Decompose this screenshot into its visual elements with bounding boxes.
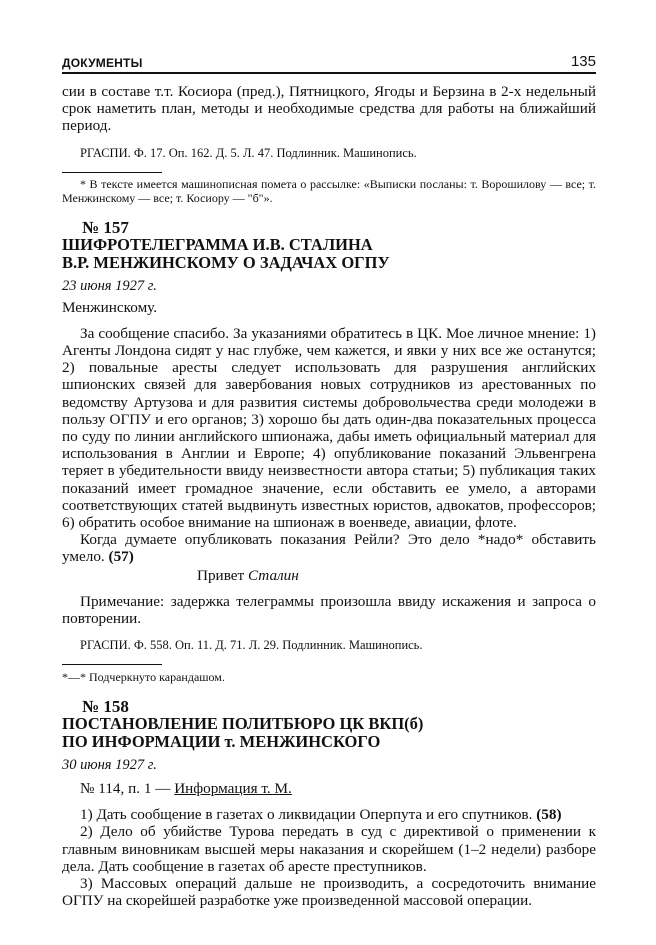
archive-source: РГАСПИ. Ф. 558. Оп. 11. Д. 71. Л. 29. Подлинник. Машинопись. (80, 638, 423, 653)
document-title-line-1: ПОСТАНОВЛЕНИЕ ПОЛИТБЮРО ЦК ВКП(б) (62, 714, 424, 734)
document-title-line-1: ШИФРОТЕЛЕГРАММА И.В. СТАЛИНА (62, 234, 373, 254)
resolution-item-1 (62, 806, 596, 823)
protocol-number: № 114, п. 1 — (80, 780, 175, 798)
document-date: 23 июня 1927 г. (62, 277, 157, 294)
signatory: Сталин (247, 566, 299, 584)
continuation-text: сии в составе т.т. Косиора (пред.), Пятницкого, Ягоды и Берзина в 2-х недельный срок наметить план, методы и необходимые средства для работы на ближайший период. (62, 83, 596, 135)
footnote-divider (62, 172, 162, 173)
resolution-item-3: 3) Массовых операций дальше не производить, а сосредоточить внимание ОГПУ на скорейшей разработке уже произведенной массовой операции. (62, 875, 596, 910)
paragraph-text: Когда думаете опубликовать показания Рейли? Это дело *надо* обставить умело. (62, 531, 596, 566)
signature (62, 567, 596, 584)
book-page (62, 50, 596, 909)
running-head (62, 50, 596, 74)
archive-source: РГАСПИ. Ф. 17. Оп. 162. Д. 5. Л. 47. Подлинник. Машинопись. (80, 145, 417, 160)
note-reference: (57) (108, 548, 134, 566)
document-number: № 158 (82, 697, 129, 717)
document-157 (62, 219, 596, 684)
footnote: * В тексте имеется машинописная помета о рассылке: «Выписки посланы: т. Ворошилову — все; т. Менжинскому — все; т. Косиору — "б"». (62, 176, 596, 205)
addressee: Менжинскому. (62, 298, 158, 316)
document-number: № 157 (82, 217, 129, 237)
footnote-divider (62, 664, 162, 665)
footnote: *—* Подчеркнуто карандашом. (62, 670, 225, 685)
document-title-line-2: В.Р. МЕНЖИНСКОМУ О ЗАДАЧАХ ОГПУ (62, 252, 390, 272)
greeting: Привет (197, 566, 245, 584)
note-reference: (58) (536, 806, 562, 824)
note: Примечание: задержка телеграммы произошла ввиду искажения и запроса о повторении. (62, 592, 596, 627)
item-text: 1) Дать сообщение в газетах о ликвидации Оперпута и его спутников. (80, 806, 533, 824)
paragraph (62, 531, 596, 565)
protocol-subject: Информация т. М. (174, 780, 292, 798)
document-158 (62, 698, 596, 909)
section-title: ДОКУМЕНТЫ (62, 56, 143, 70)
paragraph: За сообщение спасибо. За указаниями обратитесь в ЦК. Мое личное мнение: 1) Агенты Лондона сидят у нас глубже, чем кажется, и явки у них все же останутся; 2) повальные аресты следует использовать для разрушения английских шпионских связей для завербования новых сотрудников из арестованных по ведомству Артузова и для развития системы добровольчества среди молодежи в пользу ОГПУ и его органов; 3) хорошо бы дать один-два показательных процесса по суду по линии английского шпионажа, дабы иметь официальный материал для использования в Англии и Европе; 4) опубликование показаний Эльвенгрена теряет в убедительности ввиду неизвестности автора статьи; 5) публикация таких показаний имеет громадное значение, если обставить ее умело, а авторами соответствующих статей выдвинуть известных юристов, адвокатов, профессоров; 6) обратить особое внимание на шпионаж в военведе, авиации, флоте. (62, 324, 596, 532)
document-date: 30 июня 1927 г. (62, 757, 157, 774)
document-title-line-2: ПО ИНФОРМАЦИИ т. МЕНЖИНСКОГО (62, 732, 381, 752)
protocol-reference (62, 780, 596, 797)
resolution-item-2: 2) Дело об убийстве Турова передать в суд с директивой о применении к главным виновникам высшей меры наказания и скорейшем (1–2 недели) разборе дела. Дать сообщение в газетах об аресте преступников. (62, 823, 596, 875)
page-number: 135 (570, 53, 596, 70)
